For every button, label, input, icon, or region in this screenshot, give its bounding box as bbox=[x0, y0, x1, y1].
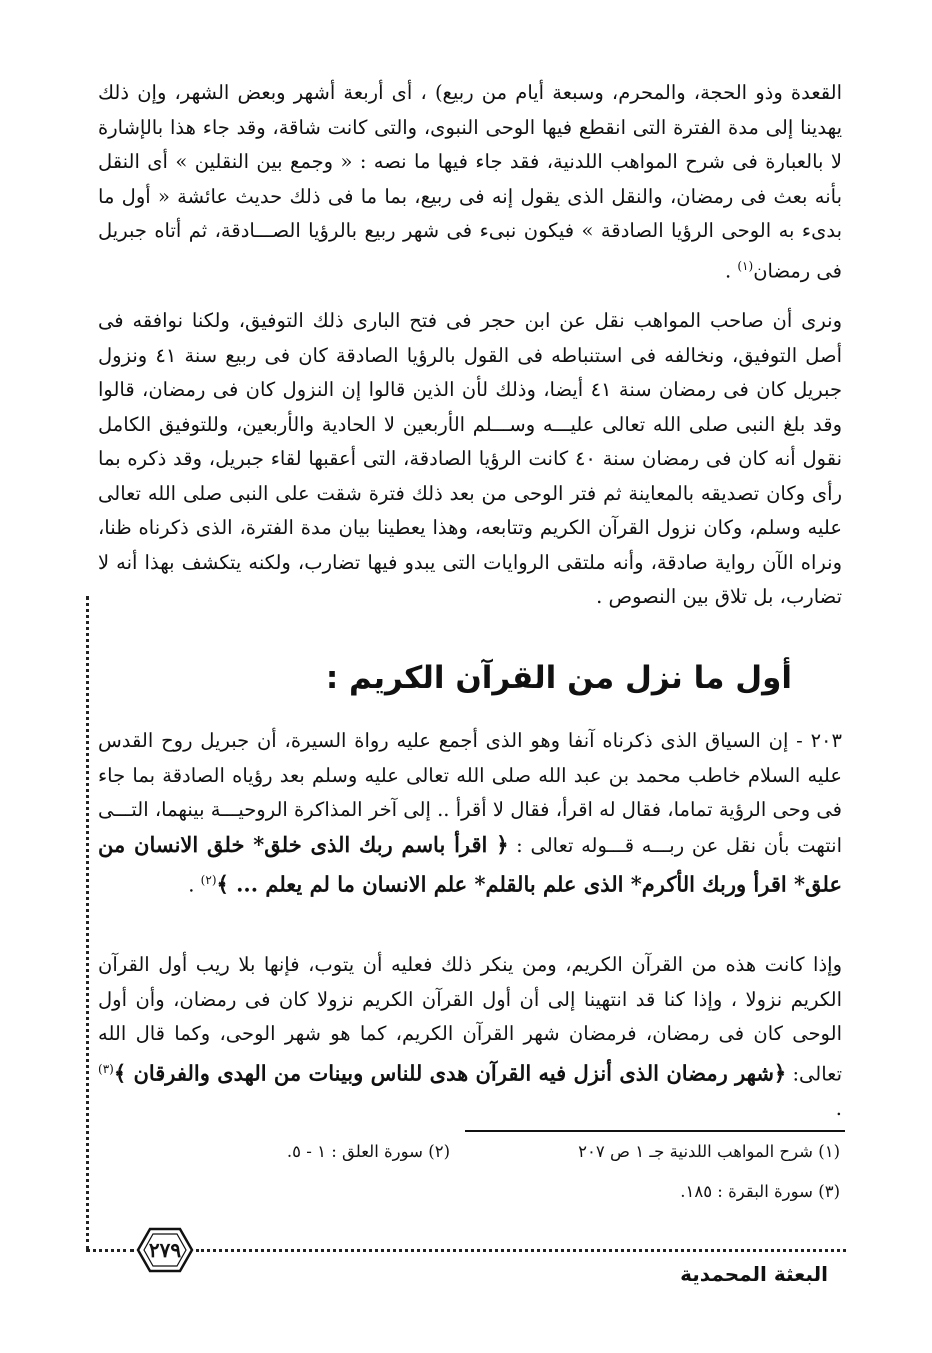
frame-dotted-vertical bbox=[86, 596, 89, 1250]
section-heading: أول ما نزل من القرآن الكريم : bbox=[325, 660, 792, 696]
paragraph-1-end: . bbox=[724, 259, 738, 282]
paragraph-1-text: القعدة وذو الحجة، والمحرم، وسبعة أيام من ربيع) ، أى أربعة أشهر وبعض الشهر، وإن ذلك يهدينا إلى مدة الفترة التى انقطع فيها الوحى النبوى، والتى كانت شاقة، وقد جاء هذا بالإشارة لا بالعبارة فى شرح المواهب اللدنية، فقد جاء فيها ما نصه : « وجمع بين النقلين » أى النقل بأنه بعث فى رمضان، والنقل الذى يقول إنه فى ربيع، بما ما فى ذلك حديث عائشة « أول ما بدىء به الوحى الرؤيا الصادقة » فيكون نبىء فى شهر ربيع بالرؤيا الصـــادقة، ثم أتاه جبريل فى رمضان bbox=[98, 81, 842, 282]
quran-verse-alaq: ﴿ اقرأ باسم ربك الذى خلق* خلق الانسان من علق* اقرأ وربك الأكرم* الذى علم بالقلم* علم الانسان ما لم يعلم ... ﴾ bbox=[98, 831, 842, 897]
footnote-ref-2: (٢) bbox=[200, 873, 217, 887]
paragraph-1 bbox=[98, 76, 842, 289]
paragraph-4-text: وإذا كانت هذه من القرآن الكريم، ومن ينكر ذلك فعليه أن يتوب، فإنها بلا ريب أول القرآن الكريم نزولا ، وإذا كنا قد انتهينا إلى أن أول القرآن الكريم نزولا كان فى رمضان، وأن أول الوحى كان فى رمضان، فرمضان شهر القرآن الكريم، كما هو شهر الوحى، وكما قال الله تعالى: bbox=[98, 953, 842, 1085]
frame-dotted-bottom-right bbox=[196, 1249, 846, 1252]
page-number-badge bbox=[128, 1225, 202, 1275]
footnote-1: (١) شرح المواهب اللدنية جـ ١ ص ٢٠٧ bbox=[578, 1142, 840, 1161]
running-title: البعثة المحمدية bbox=[680, 1262, 828, 1286]
frame-dotted-bottom-left bbox=[86, 1249, 134, 1252]
paragraph-3 bbox=[98, 724, 842, 903]
page-number: ٢٧٩ bbox=[148, 1238, 182, 1262]
paragraph-4-end: . bbox=[835, 1096, 842, 1120]
paragraph-4 bbox=[98, 948, 842, 1126]
footnote-3: (٣) سورة البقرة : ١٨٥. bbox=[680, 1182, 840, 1201]
footnote-ref-3: (٣) bbox=[98, 1061, 114, 1076]
quran-verse-baqara: ﴿شهر رمضان الذى أنزل فيه القرآن هدى للناس وبينات من الهدى والفرقان ﴾ bbox=[113, 1060, 787, 1085]
paragraph-3-end: . bbox=[188, 873, 201, 897]
paragraph-2: ونرى أن صاحب المواهب نقل عن ابن حجر فى فتح البارى ذلك التوفيق، ولكنا نوافقه فى أصل التوفيق، ونخالفه فى استنباطه فى القول بالرؤيا الصادقة كان فى ربيع سنة ٤١ ونزول جبريل كان فى رمضان سنة ٤١ أيضا، وذلك لأن الذين قالوا إن النزول كان فى رمضان، قالوا وقد بلغ النبى صلى الله تعالى عليـــه وســـلم الأربعين لا الحادية والأربعين، وللتوفيق الكامل نقول أنه كان فى رمضان سنة ٤٠ كانت الرؤيا الصادقة، التى أعقبها لقاء جبريل، وقد ذكره بما رأى وكان تصديقه بالمعاينة ثم فتر الوحى من بعد ذلك فترة شقت على النبى صلى الله تعالى عليه وسلم، وكان نزول القرآن الكريم وتتابعه، وهذا يعطينا بيان مدة الفترة، الذى ذكرناه ظنا، ونراه الآن رواية صادقة، وأنه ملتقى الروايات التى يبدو فيها تضارب، ولكنه يتكشف بهذا أنه لا تضارب، بل تلاق بين النصوص . bbox=[98, 309, 843, 608]
footnote-ref-1: (١) bbox=[737, 258, 754, 273]
footnote-separator bbox=[465, 1130, 845, 1132]
paragraph-3-text: ٢٠٣ - إن السياق الذى ذكرناه آنفا وهو الذى أجمع عليه رواة السيرة، أن جبريل روح القدس عليه السلام خاطب محمد بن عبد الله صلى الله تعالى عليه وسلم بعد رؤياه الصادقة بما جاء فى وحى الرؤية تماما، فقال له اقرأ، فقال لا أقرأ .. إلى آخر المذاكرة الروحيـــة بينهما، التـــى انتهت بأن نقل عن ربـــه قـــوله تعالى : bbox=[98, 729, 842, 857]
footnote-2: (٢) سورة العلق : ١ - ٥. bbox=[286, 1142, 450, 1161]
